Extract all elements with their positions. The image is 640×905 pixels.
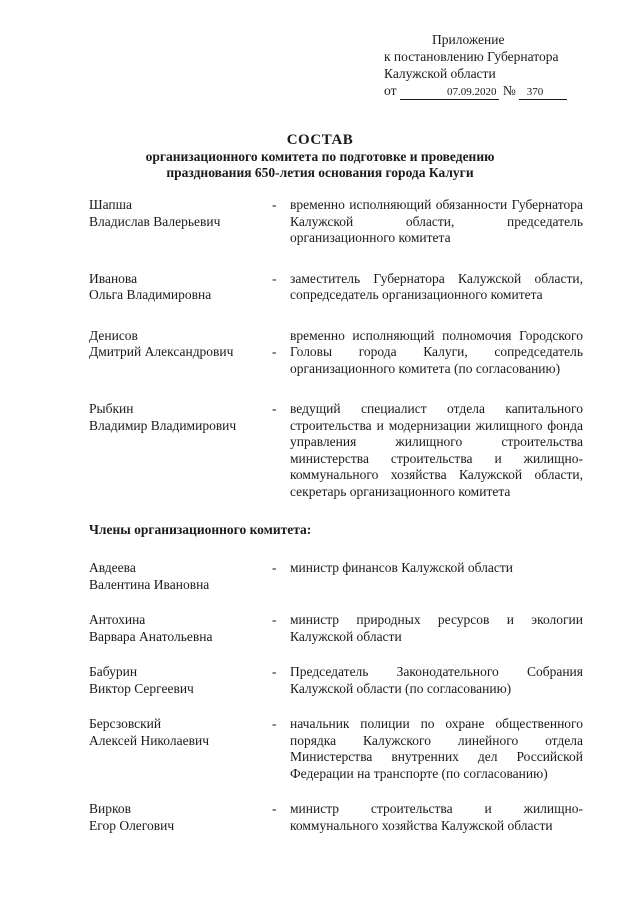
entry-dash: - (272, 270, 277, 286)
person-given-names: Владимир Владимирович (89, 417, 237, 433)
person-name (89, 612, 272, 645)
person-position: временно исполняющий полномочия Городского Головы города Калуги, сопредседатель организационного комитета (по согласованию) (290, 327, 583, 376)
appendix-region: Калужской области (384, 66, 496, 81)
committee-entry (89, 401, 583, 500)
person-surname: Иванова (89, 270, 138, 286)
committee-entry (89, 664, 583, 697)
entry-dash: - (272, 716, 277, 731)
person-name (89, 271, 272, 304)
person-name (89, 401, 272, 500)
appendix-number-label: № (502, 83, 516, 98)
person-given-names: Валентина Ивановна (89, 576, 210, 592)
person-position: заместитель Губернатора Калужской области, сопредседатель организационного комитета (290, 270, 583, 302)
appendix-date-line (384, 82, 567, 100)
person-given-names: Варвара Анатольевна (89, 628, 213, 644)
person-position: министр природных ресурсов и экологии Калужской области (290, 612, 583, 644)
committee-entry (89, 271, 583, 304)
committee-entry (89, 801, 583, 834)
committee-entry (89, 612, 583, 645)
appendix-decree: к постановлению Губернатора (384, 49, 559, 64)
entry-dash: - (272, 343, 277, 359)
committee-list (89, 197, 583, 834)
committee-entry (89, 716, 583, 782)
committee-entry (89, 560, 583, 593)
person-position: начальник полиции по охране общественного порядка Калужского линейного отдела Министерства внутренних дел Российской Федерации на транспорте (по согласованию) (290, 716, 583, 781)
entry-dash: - (272, 801, 277, 816)
committee-entry (89, 197, 583, 247)
entry-dash: - (272, 197, 277, 212)
person-surname: Денисов (89, 327, 138, 343)
person-surname: Вирков (89, 801, 131, 816)
person-name (89, 328, 272, 378)
appendix-number: 370 (519, 85, 567, 100)
members-heading: Члены организационного комитета: (89, 522, 312, 537)
person-given-names: Ольга Владимировна (89, 287, 212, 302)
committee-entry (89, 328, 583, 378)
person-position: Председатель Законодательного Собрания Калужской области (по согласованию) (290, 664, 583, 696)
entry-dash: - (272, 664, 277, 679)
person-name (89, 560, 272, 593)
person-name (89, 197, 272, 247)
person-given-names: Алексей Николаевич (89, 732, 209, 748)
person-surname: Шапша (89, 197, 133, 212)
document-title (0, 131, 640, 181)
person-given-names: Егор Олегович (89, 817, 175, 833)
appendix-date: 07.09.2020 (400, 85, 499, 100)
person-surname: Рыбкин (89, 401, 134, 416)
person-position: министр строительства и жилищно-коммунального хозяйства Калужской области (290, 801, 583, 833)
appendix-block (384, 31, 567, 100)
title-subtitle-line-2: празднования 650-летия основания города Калуги (166, 165, 474, 180)
person-given-names: Дмитрий Александрович (89, 344, 234, 359)
entry-dash: - (272, 612, 277, 627)
entry-dash: - (272, 560, 277, 575)
person-given-names: Владислав Валерьевич (89, 213, 221, 229)
entry-dash: - (272, 401, 277, 416)
person-name (89, 716, 272, 782)
person-position: ведущий специалист отдела капитального строительства и модернизации жилищного фонда управления жилищного строительства министерства строительства и жилищно-коммунального хозяйства Калужской области, секретарь организационного комитета (290, 401, 583, 499)
appendix-title: Приложение (432, 32, 505, 47)
title-subtitle-line-1: организационного комитета по подготовке и проведению (145, 149, 495, 164)
person-name (89, 801, 272, 834)
person-position: временно исполняющий обязанности Губернатора Калужской области, председатель организационного комитета (290, 197, 583, 245)
person-surname: Берсзовский (89, 716, 162, 731)
appendix-from-label: от (384, 83, 397, 98)
person-name (89, 664, 272, 697)
person-position: министр финансов Калужской области (290, 560, 513, 575)
title-main: СОСТАВ (286, 132, 354, 148)
person-surname: Бабурин (89, 664, 138, 679)
person-surname: Авдеева (89, 560, 136, 575)
person-surname: Антохина (89, 612, 146, 627)
person-given-names: Виктор Сергеевич (89, 680, 194, 696)
